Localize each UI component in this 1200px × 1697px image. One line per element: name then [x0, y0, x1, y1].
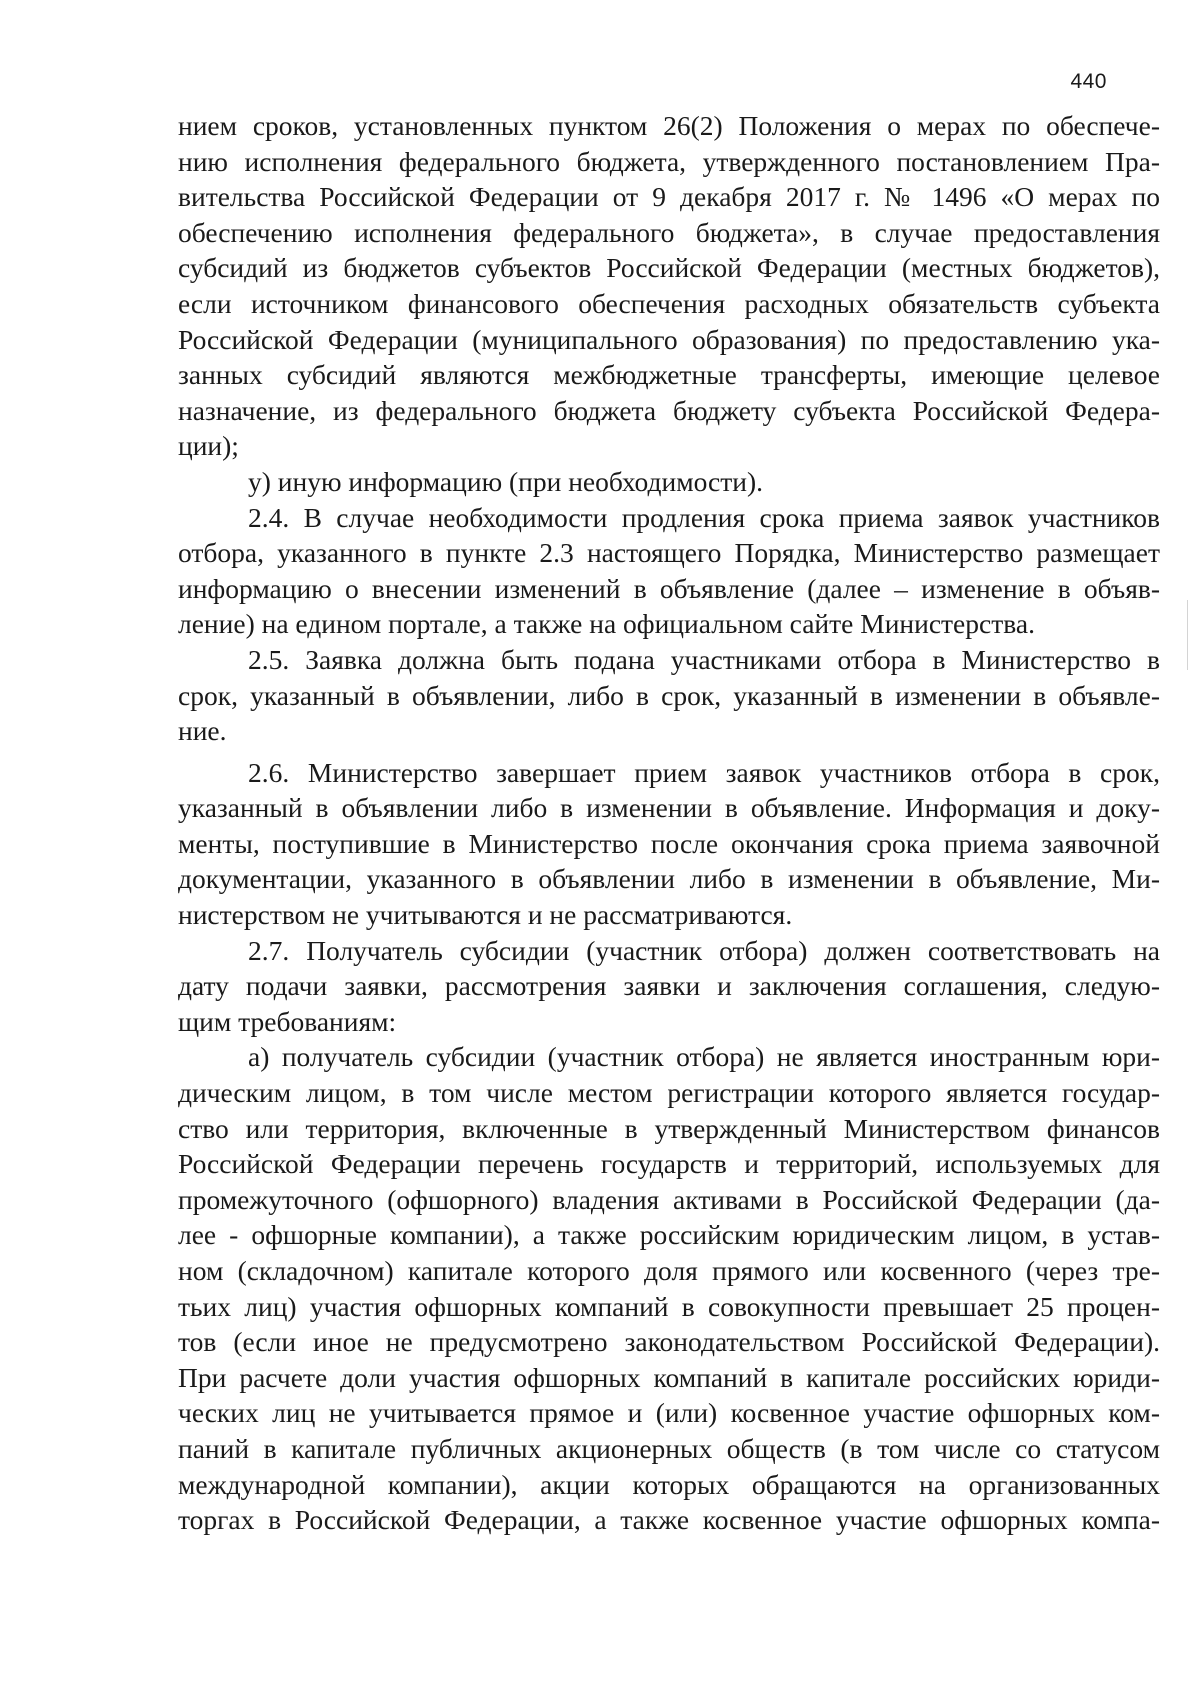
text-line: занных субсидий являются межбюджетные трансферты, имеющие целевое	[178, 359, 1160, 391]
text-line: 2.6. Министерство завершает прием заявок участников отбора в срок,	[248, 756, 1160, 788]
paragraph-2-7	[178, 933, 1160, 1040]
text-line: ном (складочном) капитале которого доля прямого или косвенного (через тре-	[178, 1255, 1160, 1286]
text-line: ции);	[178, 430, 239, 462]
paragraph-2-6	[178, 755, 1160, 933]
paragraph-item-u	[178, 464, 1160, 500]
text-line: 2.7. Получатель субсидии (участник отбора) должен соответствовать на	[248, 934, 1160, 966]
text-line: отбора, указанного в пункте 2.3 настоящего Порядка, Министерство размещает	[178, 537, 1160, 569]
text-line: а) получатель субсидии (участник отбора) не является иностранным юри-	[248, 1041, 1160, 1073]
text-line: лее - офшорные компании), а также российским юридическим лицом, в устав-	[178, 1219, 1160, 1251]
text-line: документации, указанного в объявлении либо в изменении в объявление, Ми-	[178, 863, 1160, 895]
text-line: если источником финансового обеспечения расходных обязательств субъекта	[178, 287, 1160, 319]
paragraph-2-5	[178, 642, 1160, 749]
text-line: паний в капитале публичных акционерных обществ (в том числе со статусом	[178, 1432, 1160, 1464]
text-line: дическим лицом, в том числе местом регистрации которого является государ-	[178, 1077, 1160, 1109]
text-line: информацию о внесении изменений в объявление (далее – изменение в объяв-	[178, 572, 1160, 604]
text-line: нием сроков, установленных пунктом 26(2) Положения о мерах по обеспече-	[178, 110, 1160, 141]
text-line: ние.	[178, 715, 227, 747]
text-line: 2.5. Заявка должна быть подана участниками отбора в Министерство в	[248, 643, 1160, 675]
text-line: промежуточного (офшорного) владения активами в Российской Федерации (да-	[178, 1183, 1160, 1215]
paragraph-item-a	[178, 1039, 1160, 1537]
paragraph-continuation	[178, 108, 1160, 464]
text-line: ческих лиц не учитывается прямое и (или) косвенное участие офшорных ком-	[178, 1397, 1160, 1429]
scan-edge-mark	[1187, 600, 1188, 670]
text-line: обеспечению исполнения федерального бюджета», в случае предоставления	[178, 216, 1160, 248]
text-line: менты, поступившие в Министерство после окончания срока приема заявочной	[178, 827, 1160, 859]
paragraph-2-4	[178, 500, 1160, 642]
text-line: нию исполнения федерального бюджета, утвержденного постановлением Пра-	[178, 145, 1160, 177]
text-line: вительства Российской Федерации от 9 декабря 2017 г. № 1496 «О мерах по	[178, 181, 1160, 213]
text-line: ление) на едином портале, а также на официальном сайте Министерства.	[178, 608, 1035, 640]
page-number: 440	[1070, 70, 1107, 93]
text-line: субсидий из бюджетов субъектов Российской Федерации (местных бюджетов),	[178, 252, 1160, 284]
text-line: указанный в объявлении либо в изменении в объявление. Информация и доку-	[178, 792, 1160, 824]
text-line: тов (если иное не предусмотрено законодательством Российской Федерации).	[178, 1326, 1160, 1358]
text-line: нистерством не учитываются и не рассматриваются.	[178, 899, 793, 931]
text-line: Российской Федерации перечень государств и территорий, используемых для	[178, 1148, 1160, 1180]
text-line: назначение, из федерального бюджета бюджету субъекта Российской Федера-	[178, 394, 1160, 426]
text-line: у) иную информацию (при необходимости).	[248, 465, 764, 497]
document-body	[178, 108, 1160, 1538]
text-line: При расчете доли участия офшорных компаний в капитале российских юриди-	[178, 1361, 1160, 1393]
text-line: 2.4. В случае необходимости продления срока приема заявок участников	[248, 501, 1160, 533]
text-line: Российской Федерации (муниципального образования) по предоставлению ука-	[178, 323, 1160, 355]
text-line: торгах в Российской Федерации, а также косвенное участие офшорных компа-	[178, 1504, 1160, 1536]
text-line: щим требованиям:	[178, 1005, 397, 1037]
text-line: международной компании), акции которых обращаются на организованных	[178, 1468, 1160, 1500]
text-line: дату подачи заявки, рассмотрения заявки и заключения соглашения, следую-	[178, 970, 1160, 1002]
text-line: срок, указанный в объявлении, либо в срок, указанный в изменении в объявле-	[178, 679, 1160, 711]
text-line: ство или территория, включенные в утвержденный Министерством финансов	[178, 1112, 1160, 1144]
text-line: тьих лиц) участия офшорных компаний в совокупности превышает 25 процен-	[178, 1290, 1160, 1322]
